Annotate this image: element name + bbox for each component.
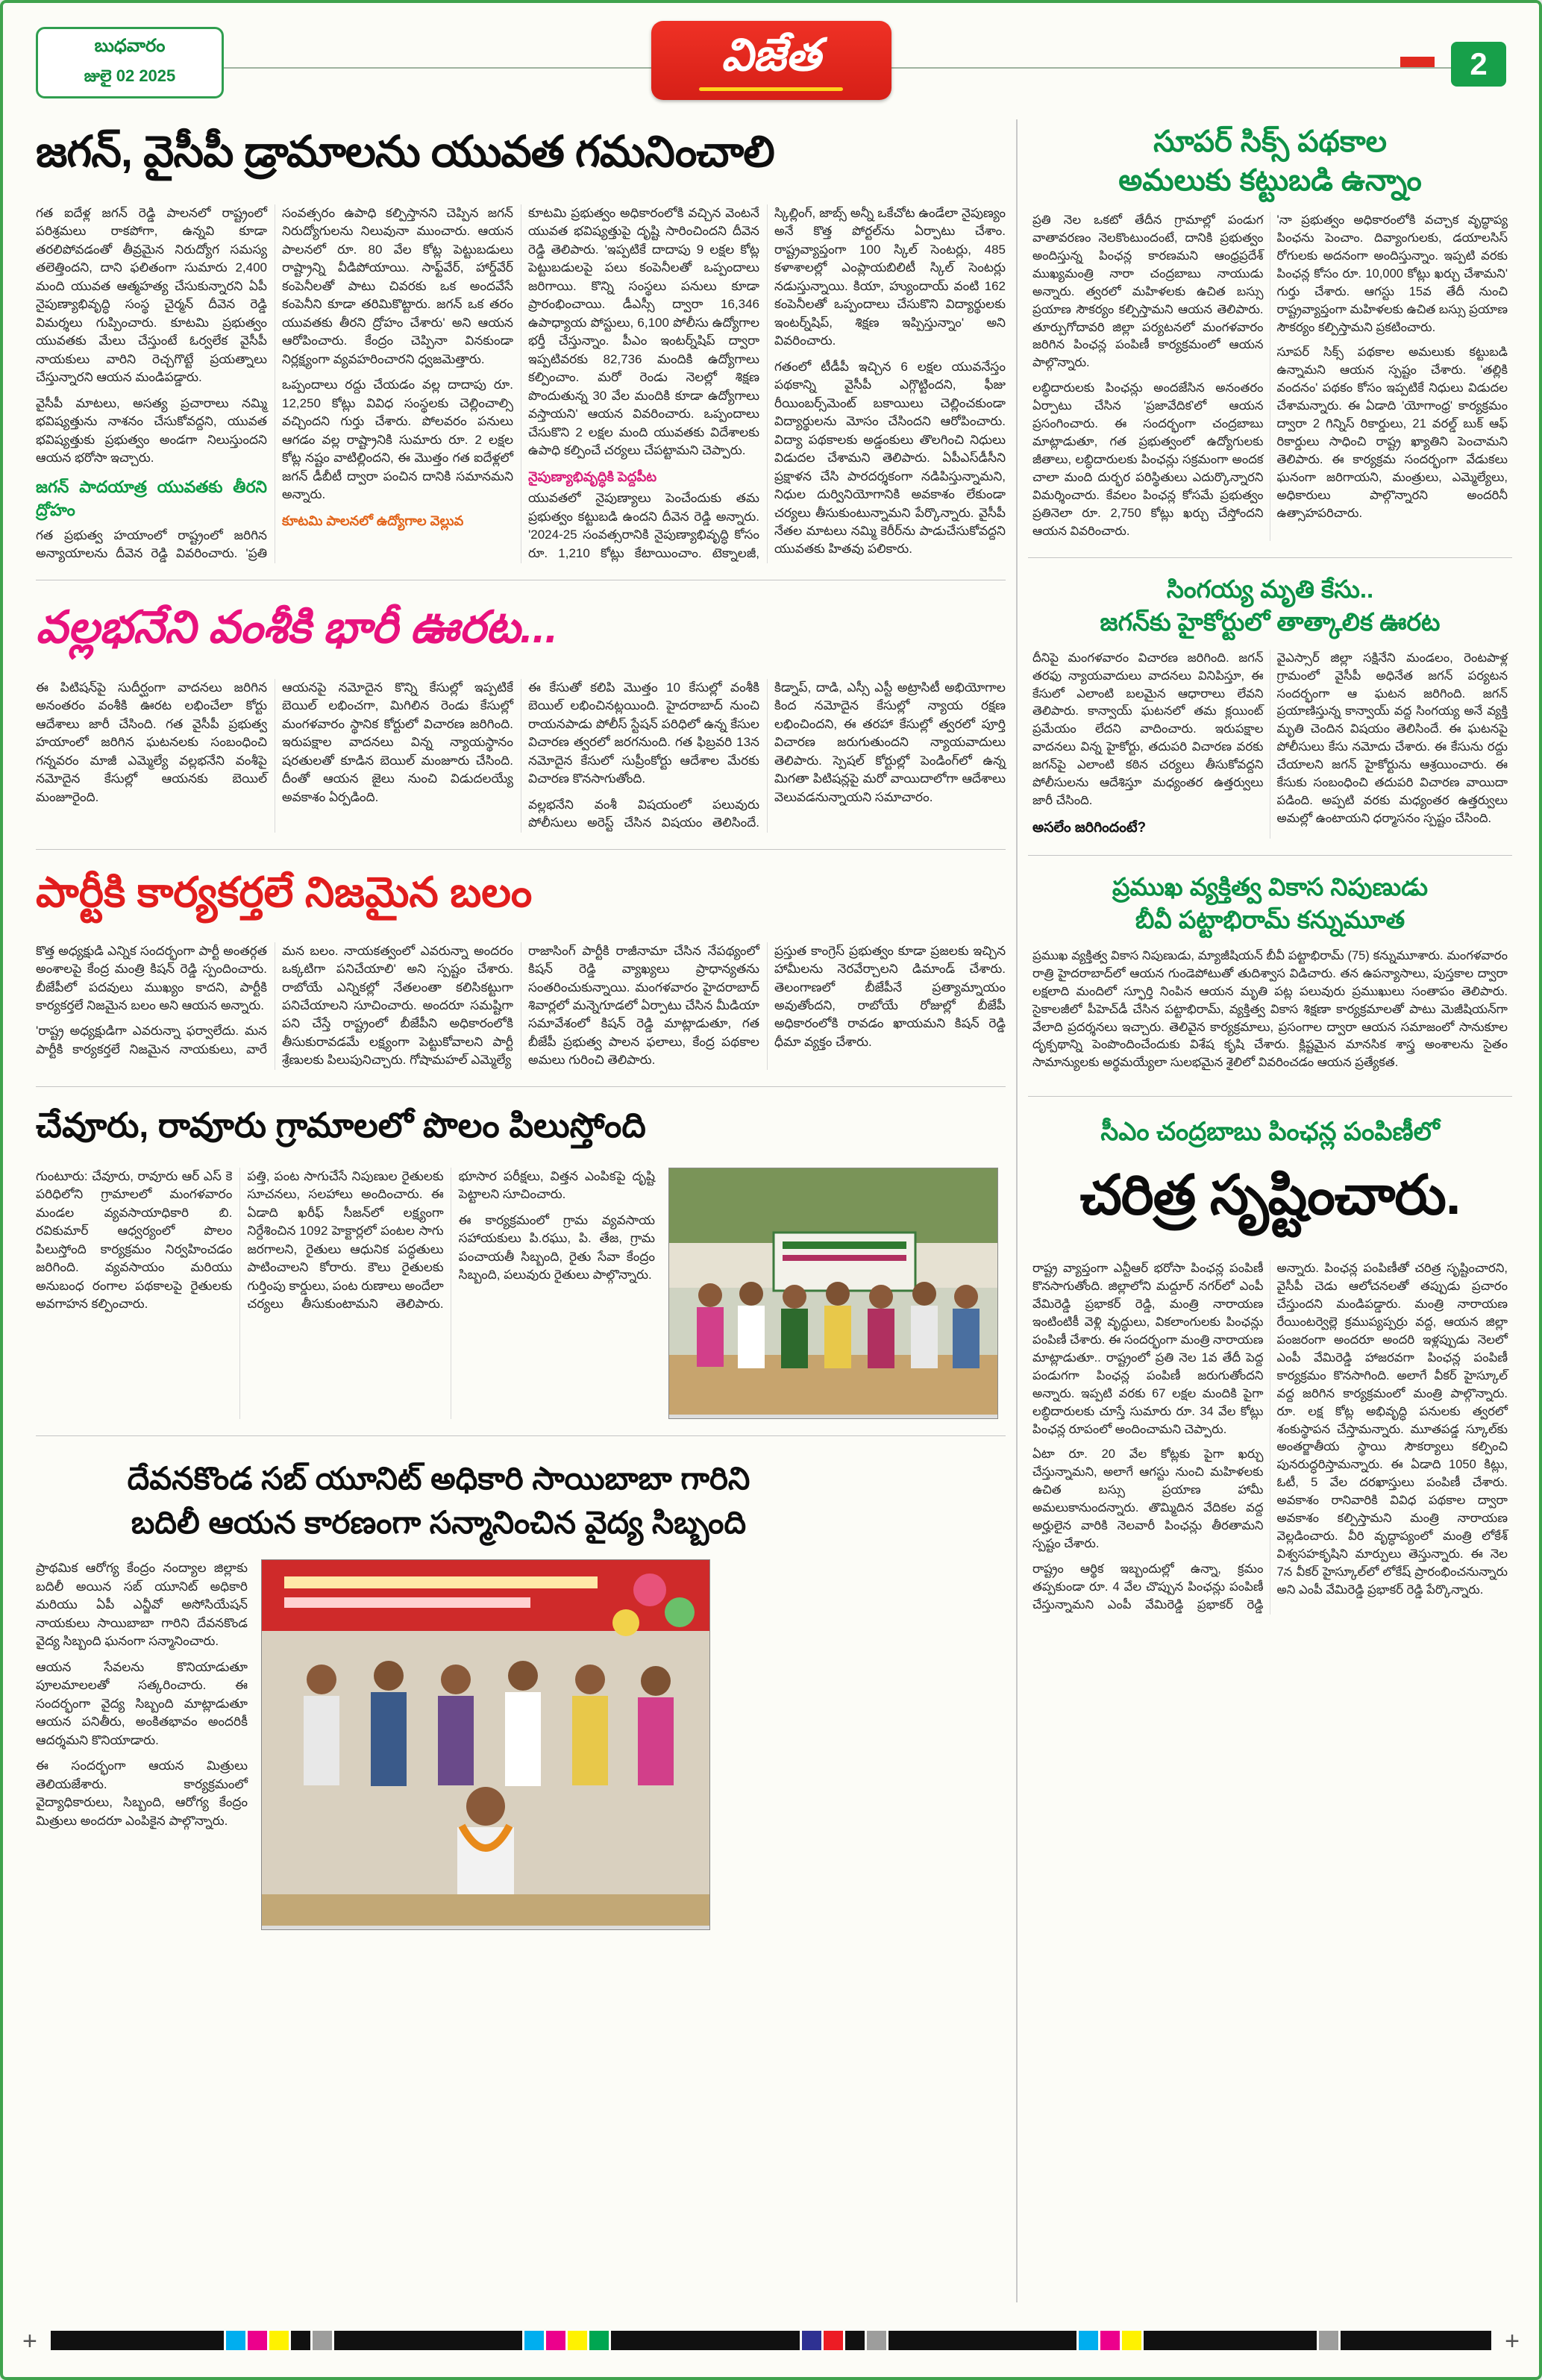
article-headline: చేవూరు, రావూరు గ్రామాలలో పొలం పిలుస్తోంది bbox=[36, 1105, 646, 1144]
crop-mark: + bbox=[22, 2327, 37, 2355]
paragraph: 'రాష్ట్ర అధ్యక్షుడిగా ఎవరున్నా ఫర్వాలేదు. మన పార్టీకి కార్యకర్తలే నిజమైన నాయకులు, వారే మన బలం. నాయకత్వంలో ఎవరున్నా అందరం ఒక్కటిగా పనిచేయాలి' అని స్పష్టం చేశారు. రాబోయే ఎన్నికల్లో నేతలంతా కలిసికట్టుగా పనిచేయాలని సూచించారు. అందరూ సమష్టిగా పని చేస్తే రాష్ట్రంలో బీజేపీని అధికారంలోకి తీసుకురావడమే లక్ష్యంగా పెట్టుకోవాలని పార్టీ శ్రేణులకు పిలుపునిచ్చారు. గోషామహల్ ఎమ్మెల్యే bbox=[36, 943, 513, 1068]
paragraph: గత ప్రభుత్వ హయాంలో రాష్ట్రంలో జరిగిన అన్యాయాలను దీవెన రెడ్డి వివరించారు. 'ప్రతి సంవత్సరం ఉపాధి కల్పిస్తానని చెప్పిన జగన్ నిరుద్యోగులను నిలువునా ముంచారు. ఆయన పాలనలో రూ. 80 వేల కోట్ల పెట్టుబడులు రాష్ట్రాన్ని వీడిపోయాయి. సాఫ్ట్‌వేర్, హార్డ్‌వేర్ కంపెనీలతో పాటు చివరకు ఒక అందవేసే కంపెనీని కూడా తరిమికొట్టారు. జగన్ ఒక తరం యువతకు తీరని ద్రోహం చేశారు' అని ఆయన ఆరోపించారు. కేంద్రం చెప్పినా వినకుండా నిర్లక్ష్యంగా వ్యవహరించారని ధ్వజమెత్తారు. bbox=[36, 206, 513, 561]
paragraph: ప్రస్తుత కాంగ్రెస్ ప్రభుత్వం కూడా ప్రజలకు ఇచ్చిన హామీలను నెరవేర్చాలని డిమాండ్ చేశారు. తెలంగాణలో బీజేపీనే ప్రత్యామ్నాయం అవుతోందని, రాబోయే రోజుల్లో బీజేపీ అధికారంలోకి రావడం ఖాయమని కిషన్ రెడ్డి ధీమా వ్యక్తం చేశారు. bbox=[774, 943, 1006, 1049]
masthead-title: విజేత bbox=[651, 21, 891, 100]
headline-line-1: సూపర్ సిక్స్ పథకాల bbox=[1153, 125, 1387, 158]
paragraph: రాష్ట్రం ఆర్థిక ఇబ్బందుల్లో ఉన్నా, క్రమం తప్పకుండా రూ. 4 వేల చొప్పున పింఛన్లు పంపిణీ చేస్తున్నామని ఎంపీ వేమిరెడ్డి ప్రభాకర్ రెడ్డి అన్నారు. పింఛన్ల పంపిణీతో చరిత్ర సృష్టించారని, వైసీపీ చెడు ఆలోచనలతో తప్పుడు ప్రచారం చేస్తుందని మండిపడ్డారు. మంత్రి నారాయణ రేయింటర్వెల్లె క్రముప్యప్పర్రు వద్ద, ఆయన జిల్లా పంజరంగా అందరూ అందరి ఇళ్లప్పుడు నెలలో ఎంపీ వేమిరెడ్డి హాజరవగా పింఛన్ల పంపిణీ కార్యక్రమం కొనసాగింది. అలాగే వీకర్ హైస్కూల్ వద్ద జరిగిన కార్యక్రమంలో మంత్రి పాల్గొన్నారు. రూ. లక్ష కోట్ల అభివృద్ధి పనులకు త్వరలో శంకుస్థాపన చేస్తామన్నారు. మూతపడ్డ స్కూల్‌కు అంతర్జాతీయ స్థాయి సౌకర్యాలు కల్పించి పునరుద్ధరిస్తామన్నారు. ఈ ఏడాది 1050 కిట్లు, ఓటీ, 5 వేల దరఖాస్తులు పంపిణీ చేశారు. అవకాశం రానివారికి వివిధ పథకాల ద్వారా అవకాశం కల్పిస్తామని మంత్రి నారాయణ వెల్లడించారు. వీరి వృద్ధాప్యంలో మంత్రి లోకేశ్ విశ్వసహకృషిని మార్పులు తెస్తున్నారు. ఈ నెల 7న వీకర్ హైస్కూల్‌లో లోకేష్ ప్రారంభించనున్నారు అని ఎంపీ వేమిరెడ్డి ప్రభాకర్ రెడ్డి పేర్కొన్నారు. bbox=[1032, 1262, 1508, 1612]
felicitation-photo bbox=[261, 1559, 710, 1930]
paragraph: లబ్ధిదారులకు పింఛన్లు అందజేసిన అనంతరం ఏర్పాటు చేసిన 'ప్రజావేదిక'లో ఆయన ప్రసంగించారు. ఈ సందర్భంగా చంద్రబాబు మాట్లాడుతూ, గత ప్రభుత్వంలో ఉద్యోగులకు జీతాలు, లబ్ధిదారులకు పింఛన్లు సక్రమంగా అందక చాలా మంది దుర్భర పరిస్థితులు ఎదుర్కొన్నారని విమర్శించారు. కేవలం పింఛన్ల కోసమే ప్రభుత్వం ప్రతినెలా రూ. 2,750 కోట్లు ఖర్చు చేస్తోందని ఆయన వివరించారు. bbox=[1032, 381, 1264, 538]
headline-line-2: అమలుకు కట్టుబడి ఉన్నాం bbox=[1118, 164, 1422, 197]
headline-kicker: సీఎం చంద్రబాబు పింఛన్ల పంపిణీలో bbox=[1100, 1118, 1440, 1147]
paragraph: రాజాసింగ్ పార్టీకి రాజీనామా చేసిన నేపథ్యంలో కిషన్ రెడ్డి వ్యాఖ్యలు ప్రాధాన్యతను సంతరించుకున్నాయి. మంగళవారం హైదరాబాద్ శివార్లలో మన్నెగూడలో ఏర్పాటు చేసిన మీడియా సమావేశంలో కిషన్ రెడ్డి మాట్లాడుతూ, గత బీజేపీ ప్రభుత్వ పాలన ఫలాలు, కేంద్ర పథకాల అమలు గురించి తెలిపారు. bbox=[528, 943, 759, 1068]
article-body bbox=[36, 679, 1006, 833]
field-event-photo bbox=[668, 1168, 998, 1419]
paragraph: ప్రముఖ వ్యక్తిత్వ వికాస నిపుణుడు, మ్యాజీషియన్ బీవీ పట్టాభిరామ్ (75) కన్నుమూశారు. మంగళవారం రాత్రి హైదరాబాద్‌లో ఆయన గుండెపోటుతో తుదిశ్వాస విడిచారు. తన ఉపన్యాసాలు, పుస్తకాల ద్వారా లక్షలాది మందిలో స్ఫూర్తి నింపిన ఆయన మృతి పట్ల పలువురు ప్రముఖులు సంతాపం తెలిపారు. సైకాలజీలో పీహెచ్‌డీ చేసిన పట్టాభిరామ్, వ్యక్తిత్వ వికాస శిక్షణా కార్యక్రమాలతో పాటు మెజీషియన్‌గా వేలాది ప్రదర్శనలు ఇచ్చారు. తెలివైన కార్యక్రమాలు, ప్రసంగాల ద్వారా ఆయన సమాజంలో సానుకూల దృక్పథాన్ని పెంపొందించేందుకు విశేష కృషి చేశారు. క్లిష్టమైన మానసిక శాస్త్ర అంశాలను సైతం సామాన్యులకు అర్థమయ్యేలా సులభమైన శైలిలో వివరించడం ఆయన ప్రత్యేకత. bbox=[1032, 948, 1508, 1070]
paragraph: ఆయనపై నమోదైన కొన్ని కేసుల్లో ఇప్పటికే బెయిల్ లభించగా, మిగిలిన రెండు కేసుల్లో మంగళవారం స్థానిక కోర్టులో విచారణ జరిగింది. ఇరుపక్షాల వాదనలు విన్న న్యాయస్థానం షరతులతో కూడిన బెయిల్ మంజూరు చేసింది. దీంతో ఆయన జైలు నుంచి విడుదలయ్యే అవకాశం ఏర్పడింది. bbox=[282, 680, 513, 804]
article-subhead: జగన్ పాదయాత్ర యువతకు తీరని ద్రోహం bbox=[36, 477, 267, 520]
paragraph: వైఎస్సార్ జిల్లా సక్షినేని మండలం, రెంటపాళ్ల గ్రామంలో వైసీపీ అధినేత జగన్ పర్యటన సందర్భంగా ఆ ఘటన జరిగింది. జగన్ ప్రయాణిస్తున్న కాన్వాయ్ వద్ద సింగయ్య అనే వ్యక్తి మృతి చెందిన విషయం తెలిసిందే. ఈ ఘటనపై పోలీసులు కేసు నమోదు చేశారు. ఈ కేసును రద్దు చేయాలని జగన్ హైకోర్టును ఆశ్రయించారు. ఈ కేసుకు సంబంధించి తదుపరి విచారణ వాయిదా పడింది. అప్పటి వరకు మధ్యంతర ఉత్తర్వులు అమల్లో ఉంటాయని ధర్మాసనం స్పష్టం చేసింది. bbox=[1276, 651, 1508, 825]
article-content bbox=[36, 1168, 1006, 1419]
column-divider bbox=[1016, 119, 1018, 2302]
paragraph: కూటమి ప్రభుత్వం అధికారంలోకి వచ్చిన వెంటనే యువత భవిష్యత్తుపై దృష్టి సారించిందని దీవెన రెడ్డి తెలిపారు. 'ఇప్పటికే దాదాపు 9 లక్షల కోట్ల పెట్టుబడులపై పలు కంపెనీలతో ఒప్పందాలు జరిగాయి. కొన్ని సంస్థలు పనులు కూడా ప్రారంభించాయి. డీఎస్సీ ద్వారా 16,346 ఉపాధ్యాయ పోస్టులు, 6,100 పోలీసు ఉద్యోగాల భర్తీ చేస్తున్నాం. పీఎం ఇంటర్న్‌షిప్ ద్వారా ఇప్పటివరకు 82,736 మందికి ఉద్యోగాలు కల్పించాం. మరో రెండు నెలల్లో శిక్షణ పొందుతున్న 30 వేల మందికి కూడా ఉద్యోగాలు వస్తాయని' ఆయన వివరించారు. ఒప్పందాలు చేసుకొని 2 లక్షల మంది యువతకు విదేశాలకు ఉపాధి కల్పించే చర్యలు చేపట్టామని చెప్పారు. bbox=[528, 206, 759, 458]
article-jagan-drama bbox=[36, 119, 1006, 580]
paragraph: వల్లభనేని వంశీ విషయంలో పలువురు పోలీసులు అరెస్ట్ చేసిన విషయం తెలిసిందే. కిడ్నాప్, దాడి, ఎస్సీ ఎస్టీ అట్రాసిటీ అభియోగాల కింద నమోదైన కేసుల్లో న్యాయ రక్షణ లభించిందని, ఈ తరహా కేసుల్లో త్వరలో పూర్తి విచారణ జరుగుతుందని న్యాయవాదులు తెలిపారు. స్పెషల్ కోర్టుల్లో పెండింగ్‌లో ఉన్న మిగతా పిటిషన్లపై మరో వాయిదాలోగా ఆదేశాలు వెలువడనున్నాయని సమాచారం. bbox=[528, 680, 1006, 830]
paragraph: వైసీపీ మాటలు, అసత్య ప్రచారాలు నమ్మి భవిష్యత్తును నాశనం చేసుకోవద్దని, యువత భవిష్యత్తుకు ప్రభుత్వం అండగా నిలుస్తుందని ఆయన భరోసా ఇచ్చారు. bbox=[36, 395, 267, 466]
article-body bbox=[36, 942, 1006, 1070]
paragraph: గుంటూరు: చేవూరు, రావూరు ఆర్ ఎస్ కె పరిధిలోని గ్రామాలలో మంగళవారం మండల వ్యవసాయాధికారి బి. రవికుమార్ ఆధ్వర్యంలో పొలం పిలుస్తోంది కార్యక్రమం నిర్వహించడం జరిగింది. వ్యవసాయం మరియు అనుబంధ రంగాల పథకాలపై రైతులకు అవగాహన కల్పించారు. bbox=[36, 1168, 233, 1312]
weekday-label: బుధవారం bbox=[94, 36, 166, 56]
paragraph: గతంలో టీడీపీ ఇచ్చిన 6 లక్షల యువనేస్తం పథకాన్ని వైసీపీ ఎగ్గొట్టిందని, ఫీజు రీయింబర్స్‌మెంట్ బకాయిలు చెల్లించకుండా విద్యార్థులను మోసం చేసిందని ఆరోపించారు. విద్యా పథకాలకు అడ్డంకులు తొలగించి నిధులు విడుదల చేశామని తెలిపారు. ఏపీఎస్‌డీసీని ప్రక్షాళన చేసి పారదర్శకంగా నడిపిస్తున్నామని, నిధుల దుర్వినియోగానికి అవకాశం లేకుండా చర్యలు తీసుకుంటున్నామని పేర్కొన్నారు. వైసీపీ నేతల మాటలు నమ్మి కెరీర్‌ను పాడుచేసుకోవద్దని యువతకు హితవు పలికారు. bbox=[774, 359, 1006, 557]
article-body bbox=[36, 1168, 655, 1419]
date-box bbox=[36, 27, 224, 98]
paragraph: ఈ కేసుతో కలిపి మొత్తం 10 కేసుల్లో వంశీకి బెయిల్ లభించినట్లయింది. హైదరాబాద్ నుంచి రాయనపాడు పోలీస్ స్టేషన్ పరిధిలో ఉన్న కేసుల విచారణ త్వరలో జరగనుంది. గత ఫిబ్రవరి 13న నమోదైన కేసులో సుప్రీంకోర్టు ఆదేశాల మేరకు విచారణ కొనసాగుతోంది. bbox=[528, 680, 759, 786]
headline-line-1: దేవనకొండ సబ్ యూనిట్ అధికారి సాయిబాబా గారిని bbox=[127, 1460, 750, 1496]
article-headline: వల్లభనేని వంశీకి భారీ ఊరట... bbox=[36, 601, 558, 652]
article-headline: చరిత్ర సృష్టించారు. bbox=[1079, 1164, 1461, 1227]
paragraph: ఈ సందర్భంగా ఆయన మిత్రులు తెలియజేశారు. కార్యక్రమంలో వైద్యాధికారులు, సిబ్బంది, ఆరోగ్య కేంద్రం మిత్రులు అందరూ ఎంపికైన పాల్గొన్నారు. bbox=[36, 1759, 248, 1828]
article-pension-history bbox=[1028, 1109, 1512, 1631]
headline-line-1: సింగయ్య మృతి కేసు.. bbox=[1166, 574, 1374, 603]
article-body bbox=[36, 1559, 248, 1930]
paragraph: యువతలో నైపుణ్యాలు పెంచేందుకు తమ ప్రభుత్వం కట్టుబడి ఉందని దీవెన రెడ్డి అన్నారు. '2024-25 సంవత్సరానికి నైపుణ్యాభివృద్ధి కోసం రూ. 1,210 కోట్లు కేటాయించాం. టెక్నాలజీ, స్కిల్లింగ్, జాబ్స్ అన్నీ ఒకేచోట ఉండేలా నైపుణ్యం అనే కొత్త పోర్టల్‌ను ఏర్పాటు చేశాం. రాష్ట్రవ్యాప్తంగా 100 స్కిల్ సెంటర్లు, 485 కళాశాలల్లో ఎంప్లాయబిలిటీ స్కిల్ సెంటర్లు నడుస్తున్నాయి. కియా, హ్యుందాయ్ వంటి 162 కంపెనీలతో ఒప్పందాలు చేసుకొని విద్యార్థులకు ఇంటర్న్‌షిప్, శిక్షణ ఇప్పిస్తున్నాం' అని వివరించారు. bbox=[528, 206, 1006, 560]
article-body bbox=[1032, 650, 1508, 839]
headline-line-2: బదిలీ ఆయన కారణంగా సన్మానించిన వైద్య సిబ్బంది bbox=[131, 1504, 747, 1540]
article-party-workers bbox=[36, 860, 1006, 1087]
article-body bbox=[36, 204, 1006, 563]
paragraph: పత్తి, పంట సాగుచేసే నిపుణుల రైతులకు సూచనలు, సలహాలు అందించారు. ఈ ఏడాది ఖరీఫ్ సీజన్‌లో లక్ష్యంగా నిర్దేశించిన 1092 హెక్టార్లలో పంటల సాగు జరగాలని, రైతులు ఆధునిక పద్ధతులు పాటించాలని కోరారు. కౌలు రైతులకు గుర్తింపు కార్డులు, పంట రుణాలు అందేలా చర్యలు తీసుకుంటామని తెలిపారు. భూసార పరీక్షలు, విత్తన ఎంపికపై దృష్టి పెట్టాలని సూచించారు. bbox=[247, 1168, 655, 1312]
crop-mark: + bbox=[1505, 2327, 1520, 2355]
headline-line-2: జగన్‌కు హైకోర్టులో తాత్కాలిక ఊరట bbox=[1100, 608, 1441, 636]
paragraph: ప్రాథమిక ఆరోగ్య కేంద్రం నంద్యాల జిల్లాకు బదిలీ అయిన సబ్ యూనిట్ అధికారి మరియు ఏపీ ఎన్జీవో అసోసియేషన్ నాయకులు సాయిబాబా గారిని దేవనకొండ వైద్య సిబ్బంది ఘనంగా సన్మానించారు. bbox=[36, 1561, 248, 1649]
article-headline bbox=[1032, 871, 1508, 937]
paragraph: ఏటా రూ. 20 వేల కోట్లకు పైగా ఖర్చు చేస్తున్నామని, అలాగే ఆగస్టు నుంచి మహిళలకు ఉచిత బస్సు ప్రయాణ హామీ అమలుకానుందన్నారు. తొమ్మిదిన వేదికల వద్ద అర్హులైన వారికి నెలవారీ పింఛన్లు తీరతామని స్పష్టం చేశారు. bbox=[1032, 1447, 1264, 1551]
article-felicitation bbox=[36, 1447, 1006, 1947]
article-super-six bbox=[1028, 119, 1512, 558]
paragraph: 'నా ప్రభుత్వం అధికారంలోకి వచ్చాక వృద్ధాప్య పింఛను పెంచాం. దివ్యాంగులకు, డయాలసిస్ రోగులకు అదనంగా అందిస్తున్నాం. ఇప్పటి వరకు పింఛన్ల కోసం రూ. 10,000 కోట్లు ఖర్చు చేశామని' గుర్తు చేశారు. ఆగస్టు 15వ తేదీ నుంచి రాష్ట్రవ్యాప్తంగా మహిళలకు ఉచిత బస్సు ప్రయాణ సౌకర్యం కల్పిస్తామని ప్రకటించారు. bbox=[1276, 213, 1508, 334]
article-body bbox=[1032, 212, 1508, 541]
paragraph: కొత్త అధ్యక్షుడి ఎన్నిక సందర్భంగా పార్టీ అంతర్గత అంశాలపై కేంద్ర మంత్రి కిషన్ రెడ్డి స్పందించారు. బీజేపీలో పదవులు ముఖ్యం కాదని, పార్టీకి కార్యకర్తలే నిజమైన బలం అని ఆయన అన్నారు. bbox=[36, 943, 267, 1012]
article-farm-program bbox=[36, 1097, 1006, 1436]
article-content bbox=[36, 1559, 1006, 1930]
page-number: 2 bbox=[1451, 42, 1506, 87]
article-vamsi-relief bbox=[36, 591, 1006, 850]
paragraph: దీనిపై మంగళవారం విచారణ జరిగింది. జగన్ తరఫు న్యాయవాదులు వాదనలు వినిపిస్తూ, ఈ కేసులో ఎలాంటి బలమైన ఆధారాలు లేవని తెలిపారు. కాన్వాయ్ ఘటనలో తమ క్లయింట్ ప్రమేయం లేదని వాదించారు. ఇరుపక్షాల వాదనలు విన్న హైకోర్టు, తదుపరి విచారణ వరకు జగన్‌పై ఎలాంటి కఠిన చర్యలు తీసుకోవద్దని పోలీసులను ఆదేశిస్తూ మధ్యంతర ఉత్తర్వులు జారీ చేసింది. bbox=[1032, 651, 1264, 808]
paragraph: ఆయన సేవలను కొనియాడుతూ పూలమాలలతో సత్కరించారు. ఈ సందర్భంగా వైద్య సిబ్బంది మాట్లాడుతూ ఆయన పనితీరు, అంకితభావం అందరికీ ఆదర్శమని కొనియాడారు. bbox=[36, 1659, 248, 1747]
headline-line-1: ప్రముఖ వ్యక్తిత్వ వికాస నిపుణుడు bbox=[1112, 872, 1429, 901]
date-label: జులై 02 2025 bbox=[84, 66, 176, 85]
article-headline bbox=[1032, 573, 1508, 639]
inline-lead-heading: నైపుణ్యాభివృద్ధికి పెద్దపీట bbox=[528, 469, 657, 484]
page-body bbox=[36, 119, 1512, 2302]
header-accent-red bbox=[1400, 57, 1435, 67]
article-headline: జగన్, వైసీపీ డ్రామాలను యువత గమనించాలి bbox=[36, 128, 774, 176]
article-body bbox=[1032, 1260, 1508, 1615]
paragraph: ఈ కార్యక్రమంలో గ్రామ వ్యవసాయ సహాయకులు పి.రఘు, పి. తేజ, గ్రామ పంచాయతీ సిబ్బంది, రైతు సేవా కేంద్రం సిబ్బంది, పలువురు రైతులు పాల్గొన్నారు. bbox=[458, 1212, 655, 1283]
paragraph: రాష్ట్ర వ్యాప్తంగా ఎన్టీఆర్ భరోసా పింఛన్ల పంపిణీ కొనసాగుతోంది. జిల్లాలోని మద్దూర్ నగర్‌లో ఎంపీ వేమిరెడ్డి ప్రభాకర్ రెడ్డి, మంత్రి నారాయణ ఇంటింటికీ వెళ్లి వృద్ధులు, వికలాంగులకు పింఛన్లు పంపిణీ చేశారు. ఈ సందర్భంగా మంత్రి నారాయణ మాట్లాడుతూ.. రాష్ట్రంలో ప్రతి నెల 1వ తేదీ పెద్ద పండుగగా పింఛన్ల పంపిణీ జరుగుతోందని అన్నారు. ఇప్పటి వరకు 67 లక్షల మందికి పైగా లబ్ధిదారులకు చూస్తే సుమారు రూ. 34 వేల కోట్లు పింఛన్ల రూపంలో అందించామని చెప్పారు. bbox=[1032, 1262, 1264, 1436]
article-headline bbox=[1032, 122, 1508, 200]
article-singayya-case bbox=[1028, 570, 1512, 856]
paragraph: గత ఐదేళ్ల జగన్ రెడ్డి పాలనలో రాష్ట్రంలో పరిశ్రమలు రాకపోగా, ఉన్నవి కూడా తరలిపోవడంతో తీవ్రమైన నిరుద్యోగ సమస్య తలెత్తిందని, దాని ఫలితంగా సుమారు 2,400 మంది యువత ఆత్మహత్య చేసుకున్నారని ఏపీ నైపుణ్యాభివృద్ధి సంస్థ చైర్మన్ దీవెన రెడ్డి విమర్శలు గుప్పించారు. కూటమి ప్రభుత్వం యువతకు మేలు చేస్తుంటే ఓర్వలేక వైసీపీ నాయకులు వారిని రెచ్చగొట్టే ప్రయత్నాలు చేస్తున్నారని ఆయన మండిపడ్డారు. bbox=[36, 206, 267, 385]
left-column-region bbox=[36, 119, 1006, 2302]
article-headline bbox=[36, 1457, 841, 1545]
paragraph: ఈ పిటిషన్‌పై సుదీర్ఘంగా వాదనలు జరిగిన అనంతరం వంశీకి ఊరట లభించేలా కోర్టు ఆదేశాలు జారీ చేసింది. గత వైసీపీ ప్రభుత్వ హయాంలో జరిగిన ఘటనలకు సంబంధించి గన్నవరం మాజీ ఎమ్మెల్యే వల్లభనేని వంశీపై నమోదైన కేసుల్లో ఆయనకు బెయిల్ మంజూరైంది. bbox=[36, 680, 267, 804]
article-body bbox=[1032, 948, 1508, 1072]
article-subhead: అసలేం జరిగిందంటే? bbox=[1032, 819, 1147, 836]
right-column-region bbox=[1028, 119, 1512, 2302]
paragraph: ప్రతి నెల ఒకటో తేదీన గ్రామాల్లో పండుగ వాతావరణం నెలకొంటుందంటే, దానికి ప్రభుత్వం అందిస్తున్న పింఛన్ల కారణమని ఆంధ్రప్రదేశ్ ముఖ్యమంత్రి నారా చంద్రబాబు నాయుడు అన్నారు. త్వరలో మహిళలకు ఉచిత బస్సు ప్రయాణ సౌకర్యం కల్పిస్తామని ఆయన తెలిపారు. తూర్పుగోదావరి జిల్లా పర్యటనలో మంగళవారం జరిగిన పింఛన్ల పంపిణీ కార్యక్రమంలో ఆయన పాల్గొన్నారు. bbox=[1032, 213, 1264, 370]
headline-line-2: బీవీ పట్టాభిరామ్ కన్నుమూత bbox=[1135, 906, 1405, 934]
paragraph: సూపర్ సిక్స్ పథకాల అమలుకు కట్టుబడి ఉన్నామని ఆయన స్పష్టం చేశారు. 'తల్లికి వందనం' పథకం కోసం ఇప్పటికే నిధులు విడుదల చేశామన్నారు. ఈ ఏడాది 'యోగాంధ్ర' కార్యక్రమం ద్వారా 2 గిన్నిస్ రికార్డులు, 21 వరల్డ్ బుక్ ఆఫ్ రికార్డులు సాధించి రాష్ట్ర ఖ్యాతిని పెంచామని తెలిపారు. ఈ కార్యక్రమ సందర్భంగా వేడుకలు ఘనంగా జరిగాయని, మంత్రులు, ఎమ్మెల్యేలు, అధికారులు పాల్గొన్నారని అందరినీ ఉత్సాహపరిచారు. bbox=[1276, 345, 1508, 520]
article-headline: పార్టీకి కార్యకర్తలే నిజమైన బలం bbox=[36, 868, 533, 915]
inline-lead-heading: కూటమి పాలనలో ఉద్యోగాల వెల్లువ bbox=[282, 513, 464, 528]
print-registration-bar bbox=[51, 2331, 1491, 2350]
masthead-bar bbox=[36, 21, 1506, 107]
article-pattabhiram-obituary bbox=[1028, 868, 1512, 1097]
paragraph: ఒప్పందాలు రద్దు చేయడం వల్ల దాదాపు రూ. 12,250 కోట్లు వివిధ సంస్థలకు చెల్లించాల్సి వచ్చిందని గుర్తు చేశారు. పోలవరం పనులు ఆగడం వల్ల రాష్ట్రానికి సుమారు రూ. 2 లక్షల కోట్ల నష్టం వాటిల్లిందని, ఈ మొత్తం గత ఐదేళ్లలో జగన్ డీబీటీ ద్వారా పంచిన దానికి సమానమని అన్నారు. bbox=[282, 378, 513, 502]
